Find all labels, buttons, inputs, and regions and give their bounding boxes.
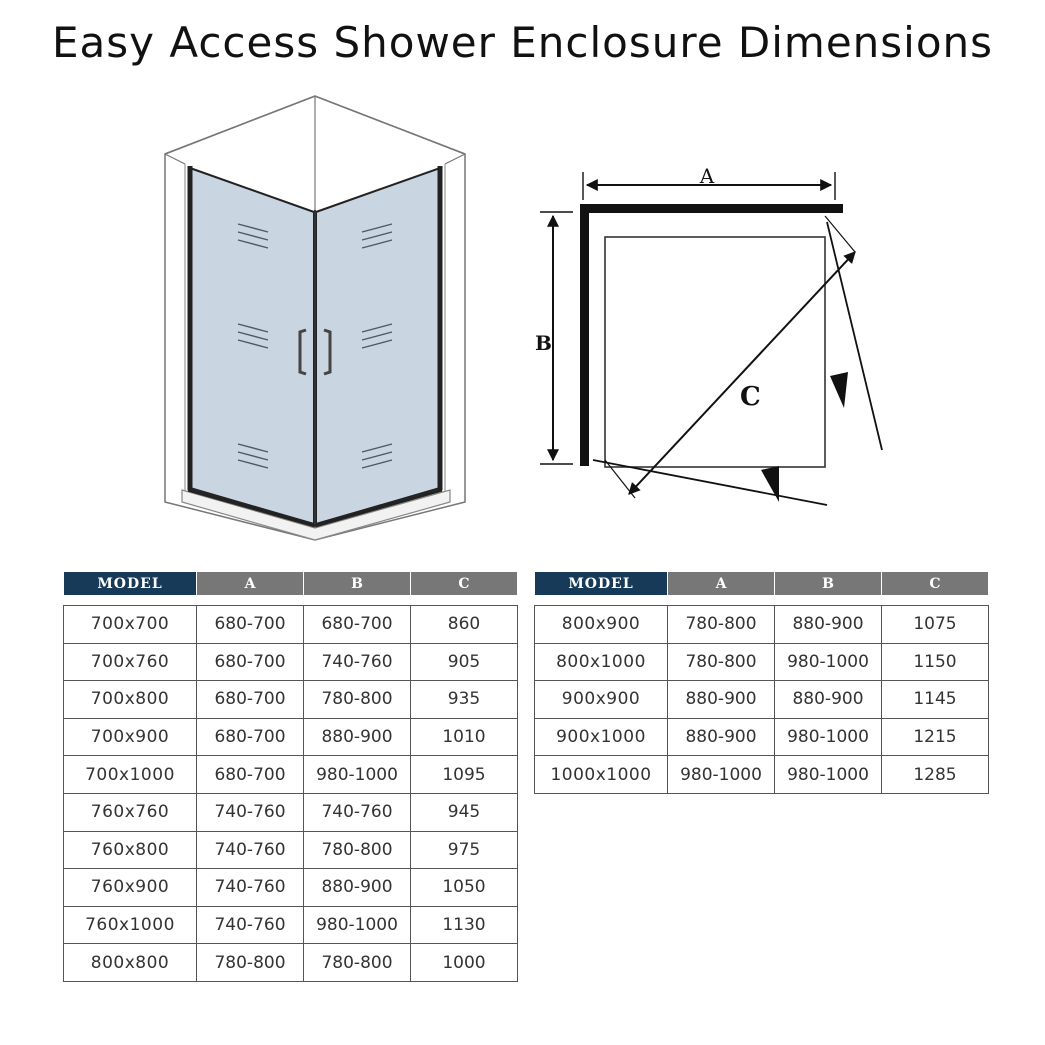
- table-row: 800x900 780-800 880-900 1075: [535, 606, 989, 644]
- plan-view-diagram: [525, 160, 895, 530]
- header-b: B: [775, 572, 882, 595]
- dimensions-table-left: [63, 572, 518, 982]
- label-a: A: [699, 164, 715, 188]
- label-c: C: [740, 382, 761, 412]
- header-c: C: [882, 572, 989, 595]
- header-c: C: [411, 572, 518, 595]
- table-row: 760x1000 740-760 980-1000 1130: [64, 906, 518, 944]
- table-row: 1000x1000 980-1000 980-1000 1285: [535, 756, 989, 794]
- header-b: B: [304, 572, 411, 595]
- table-row: 700x700 680-700 680-700 860: [64, 606, 518, 644]
- table-row: 700x900 680-700 880-900 1010: [64, 718, 518, 756]
- header-a: A: [197, 572, 304, 595]
- table-row: 760x760 740-760 740-760 945: [64, 793, 518, 831]
- table-row: 700x1000 680-700 980-1000 1095: [64, 756, 518, 794]
- left-glass-door: [190, 168, 314, 524]
- table-row: 760x900 740-760 880-900 1050: [64, 869, 518, 907]
- header-a: A: [668, 572, 775, 595]
- dimensions-table-right: [534, 572, 989, 794]
- table-row: 700x760 680-700 740-760 905: [64, 643, 518, 681]
- table-row: 900x900 880-900 880-900 1145: [535, 681, 989, 719]
- table-row: 700x800 680-700 780-800 935: [64, 681, 518, 719]
- header-model: MODEL: [64, 572, 197, 595]
- right-glass-door: [316, 168, 440, 524]
- table-row: 800x800 780-800 780-800 1000: [64, 944, 518, 982]
- table-row: 900x1000 880-900 980-1000 1215: [535, 718, 989, 756]
- label-b: B: [535, 331, 552, 355]
- shower-enclosure-illustration: [160, 92, 470, 547]
- table-row: 800x1000 780-800 980-1000 1150: [535, 643, 989, 681]
- header-model: MODEL: [535, 572, 668, 595]
- page-title: Easy Access Shower Enclosure Dimensions: [51, 18, 994, 67]
- table-row: 760x800 740-760 780-800 975: [64, 831, 518, 869]
